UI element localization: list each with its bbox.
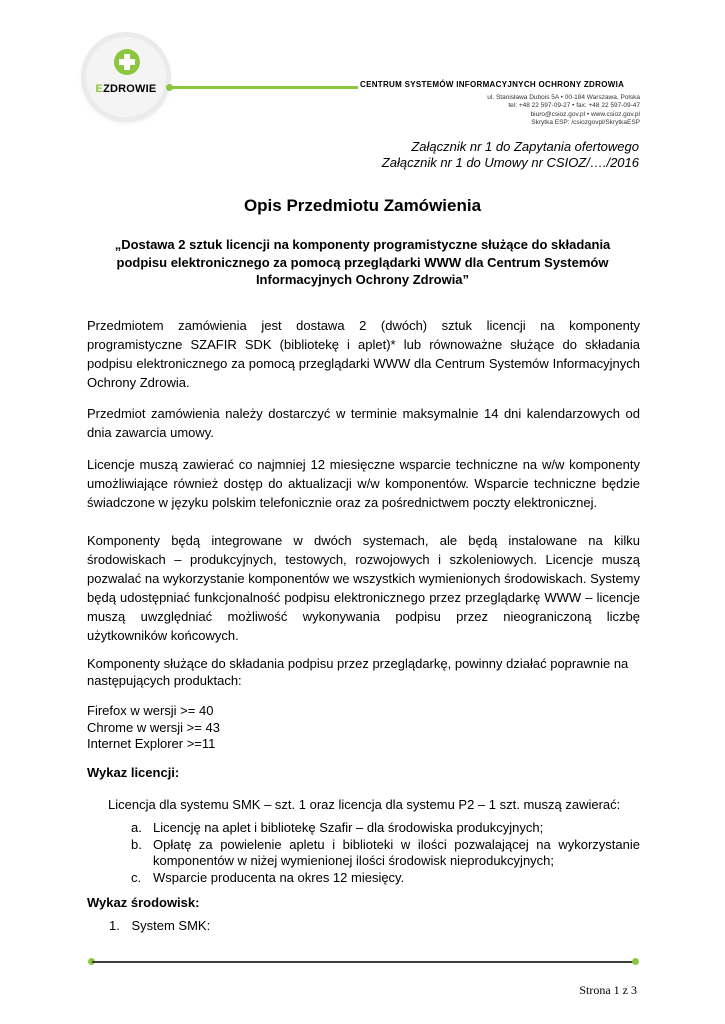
browser-item: Firefox w wersji >= 40: [87, 703, 214, 718]
browser-item: Internet Explorer >=11: [87, 736, 216, 751]
browser-item: Chrome w wersji >= 43: [87, 719, 220, 735]
licenses-heading: Wykaz licencji:: [87, 765, 180, 780]
footer-divider: [92, 961, 635, 963]
licenses-intro: Licencja dla systemu SMK – szt. 1 oraz licencja dla systemu P2 – 1 szt. muszą zawierać:: [108, 797, 621, 812]
attachment-line: Załącznik nr 1 do Zapytania ofertowego: [411, 139, 639, 154]
plus-icon: [114, 49, 140, 75]
paragraph: Licencje muszą zawierać co najmniej 12 miesięczne wsparcie techniczne na w/w komponenty umożliwiające również dostęp do aktualizacji w/w komponentów. Wsparcie techniczne będzie świadczone w języku polskim telefonicznie oraz za pośrednictwem poczty elektronicznej.: [87, 457, 640, 510]
licenses-list: [131, 820, 640, 886]
environments-list: [109, 918, 210, 933]
list-marker: b.: [131, 836, 142, 852]
browser-list: [87, 703, 640, 753]
page-number: Strona 1 z 3: [579, 983, 637, 997]
logo: [86, 37, 166, 117]
paragraph: Przedmiot zamówienia należy dostarczyć w terminie maksymalnie 14 dni kalendarzowych od dnia zawarcia umowy.: [87, 406, 640, 440]
address-line: tel: +48 22 597-09-27 • fax: +48 22 597-09-47: [508, 102, 640, 110]
list-item: [131, 820, 640, 837]
environments-heading: Wykaz środowisk:: [87, 895, 200, 910]
organization-name: CENTRUM SYSTEMÓW INFORMACYJNYCH OCHRONY ZDROWIA: [360, 80, 625, 89]
list-item-text: Opłatę za powielenie apletu i biblioteki w ilości pozwalającej na wykorzystanie komponentów w niżej wymienionej ilości środowisk nieprodukcyjnych;: [153, 836, 640, 868]
list-item-text: Wsparcie producenta na okres 12 miesięcy.: [153, 869, 405, 885]
list-item: [131, 870, 640, 887]
address-block: [487, 94, 640, 127]
logo-text: EZDROWIE: [95, 83, 157, 95]
paragraph: Komponenty służące do składania podpisu przez przeglądarkę, powinny działać poprawnie na następujących produktach:: [87, 656, 629, 688]
document-subtitle: „Dostawa 2 sztuk licencji na komponenty programistyczne służące do składania podpisu elektronicznego za pomocą przeglądarki WWW dla Centrum Systemów Informacyjnych Ochrony Zdrowia”: [114, 237, 611, 287]
list-marker: a.: [131, 820, 142, 835]
document-title: Opis Przedmiotu Zamówienia: [243, 196, 482, 215]
address-line: ul. Stanisława Dubois 5A • 00-184 Warszawa, Polska: [487, 94, 640, 101]
list-marker: 1.: [109, 918, 120, 933]
list-item-text: System SMK:: [131, 918, 211, 933]
paragraph: Komponenty będą integrowane w dwóch systemach, ale będą instalowane na kilku środowiskach – produkcyjnych, testowych, rozwojowych i szkoleniowych. Licencje muszą pozwalać na wykorzystanie komponentów we wszystkich wymienionych środowiskach. Systemy będą udostępniać funkcjonalność podpisu elektronicznego przez przeglądarkę WWW – licencje muszą uwzględniać możliwość wykonywania podpisu przez nieograniczoną liczbę użytkowników końcowych.: [87, 533, 640, 643]
list-item: [131, 837, 640, 870]
address-line: Skrytka ESP: /csiozgovpl/SkrytkaESP: [531, 118, 640, 126]
list-item-text: Licencję na aplet i bibliotekę Szafir – dla środowiska produkcyjnych;: [153, 820, 544, 835]
address-line: biuro@csioz.gov.pl • www.csioz.gov.pl: [530, 110, 640, 118]
attachment-references: [382, 139, 639, 171]
paragraph: Przedmiotem zamówienia jest dostawa 2 (dwóch) sztuk licencji na komponenty programistyczne SZAFIR SDK (bibliotekę i aplet)* lub równoważne służące do składania podpisu elektronicznego za pomocą przeglądarki WWW dla Centrum Systemów Informacyjnych Ochrony Zdrowia.: [87, 318, 640, 390]
list-marker: c.: [131, 869, 142, 885]
footer-dot: [632, 958, 639, 965]
header-divider: [170, 86, 358, 89]
attachment-line: Załącznik nr 1 do Umowy nr CSIOZ/…./2016: [381, 155, 639, 170]
